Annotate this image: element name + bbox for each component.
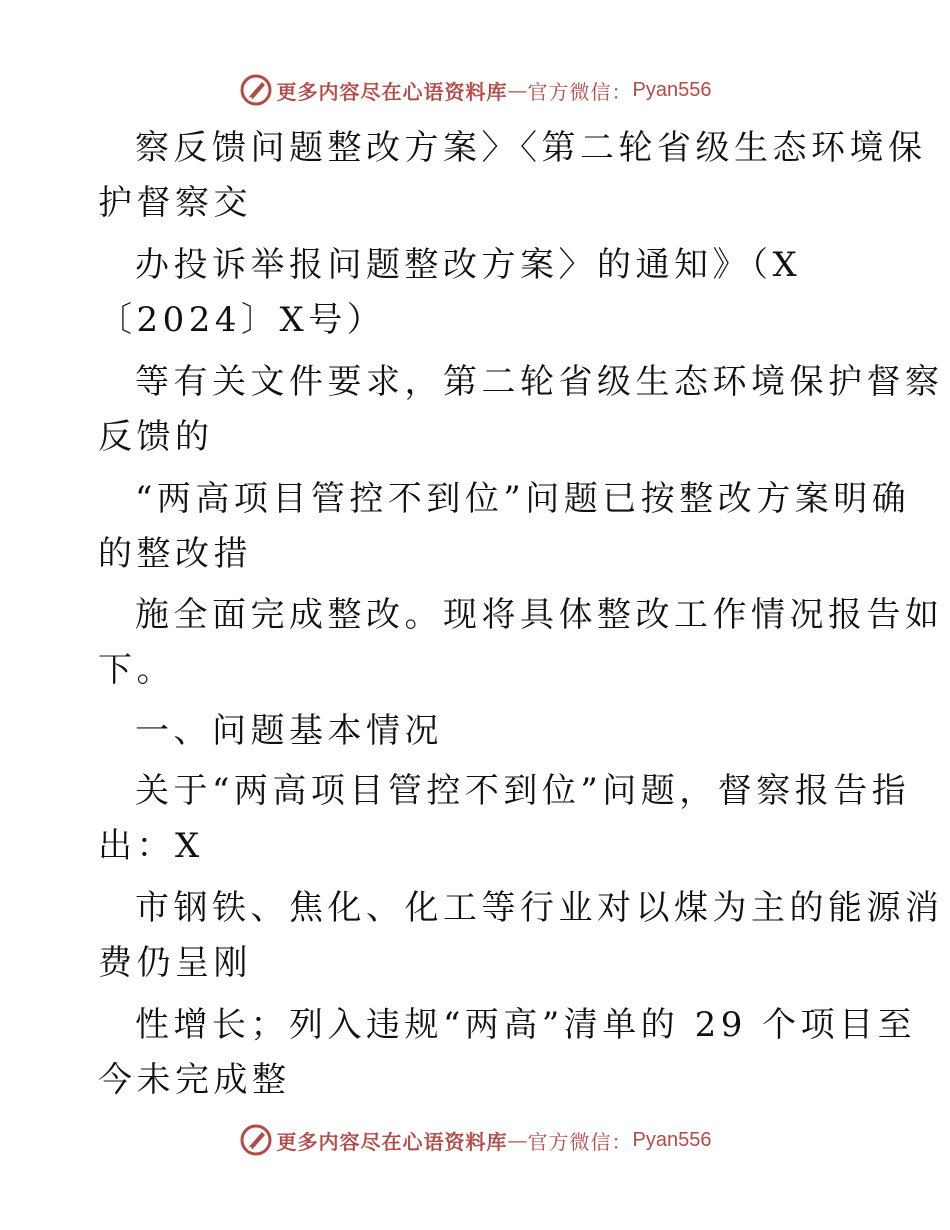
watermark-wechat-id: Pyan556 (632, 78, 712, 101)
watermark-text: 更多内容尽在心语资料库 (276, 1129, 508, 1154)
text-line: “两高项目管控不到位”问题已按整改方案明确 (135, 479, 911, 519)
text-line: 〔2024〕X号） (98, 300, 386, 340)
watermark-banner-top (0, 70, 950, 110)
watermark-separator: — (507, 78, 528, 102)
watermark-separator: — (507, 1128, 528, 1152)
pen-seal-logo-icon (239, 73, 273, 107)
text-line: 反馈的 (98, 417, 214, 457)
text-line: 办投诉举报问题整改方案〉的通知》（X (135, 245, 802, 285)
text-line: 费仍呈刚 (98, 943, 252, 983)
text-line: 今未完成整 (98, 1060, 291, 1100)
text-line: 的整改措 (98, 534, 252, 574)
watermark-banner-bottom (0, 1120, 950, 1160)
text-line: 下。 (98, 650, 175, 690)
watermark-wechat-id: Pyan556 (632, 1128, 712, 1151)
text-line: 出：X (98, 826, 204, 866)
text-line: 察反馈问题整改方案〉〈第二轮省级生态环境保 (135, 128, 927, 168)
watermark-text: 更多内容尽在心语资料库 (276, 79, 508, 104)
watermark-wechat-label: 官方微信： (527, 79, 633, 104)
pen-seal-logo-icon (239, 1123, 273, 1157)
watermark-wechat-label: 官方微信： (527, 1129, 633, 1154)
text-line: 施全面完成整改。现将具体整改工作情况报告如 (135, 595, 944, 635)
section-heading: 一、问题基本情况 (135, 711, 443, 751)
text-line: 关于“两高项目管控不到位”问题，督察报告指 (135, 771, 911, 811)
text-line: 护督察交 (98, 183, 252, 223)
text-line: 性增长；列入违规“两高”清单的 29 个项目至 (135, 1005, 917, 1045)
text-line: 市钢铁、焦化、化工等行业对以煤为主的能源消 (135, 888, 944, 928)
text-line: 等有关文件要求，第二轮省级生态环境保护督察 (135, 362, 944, 402)
